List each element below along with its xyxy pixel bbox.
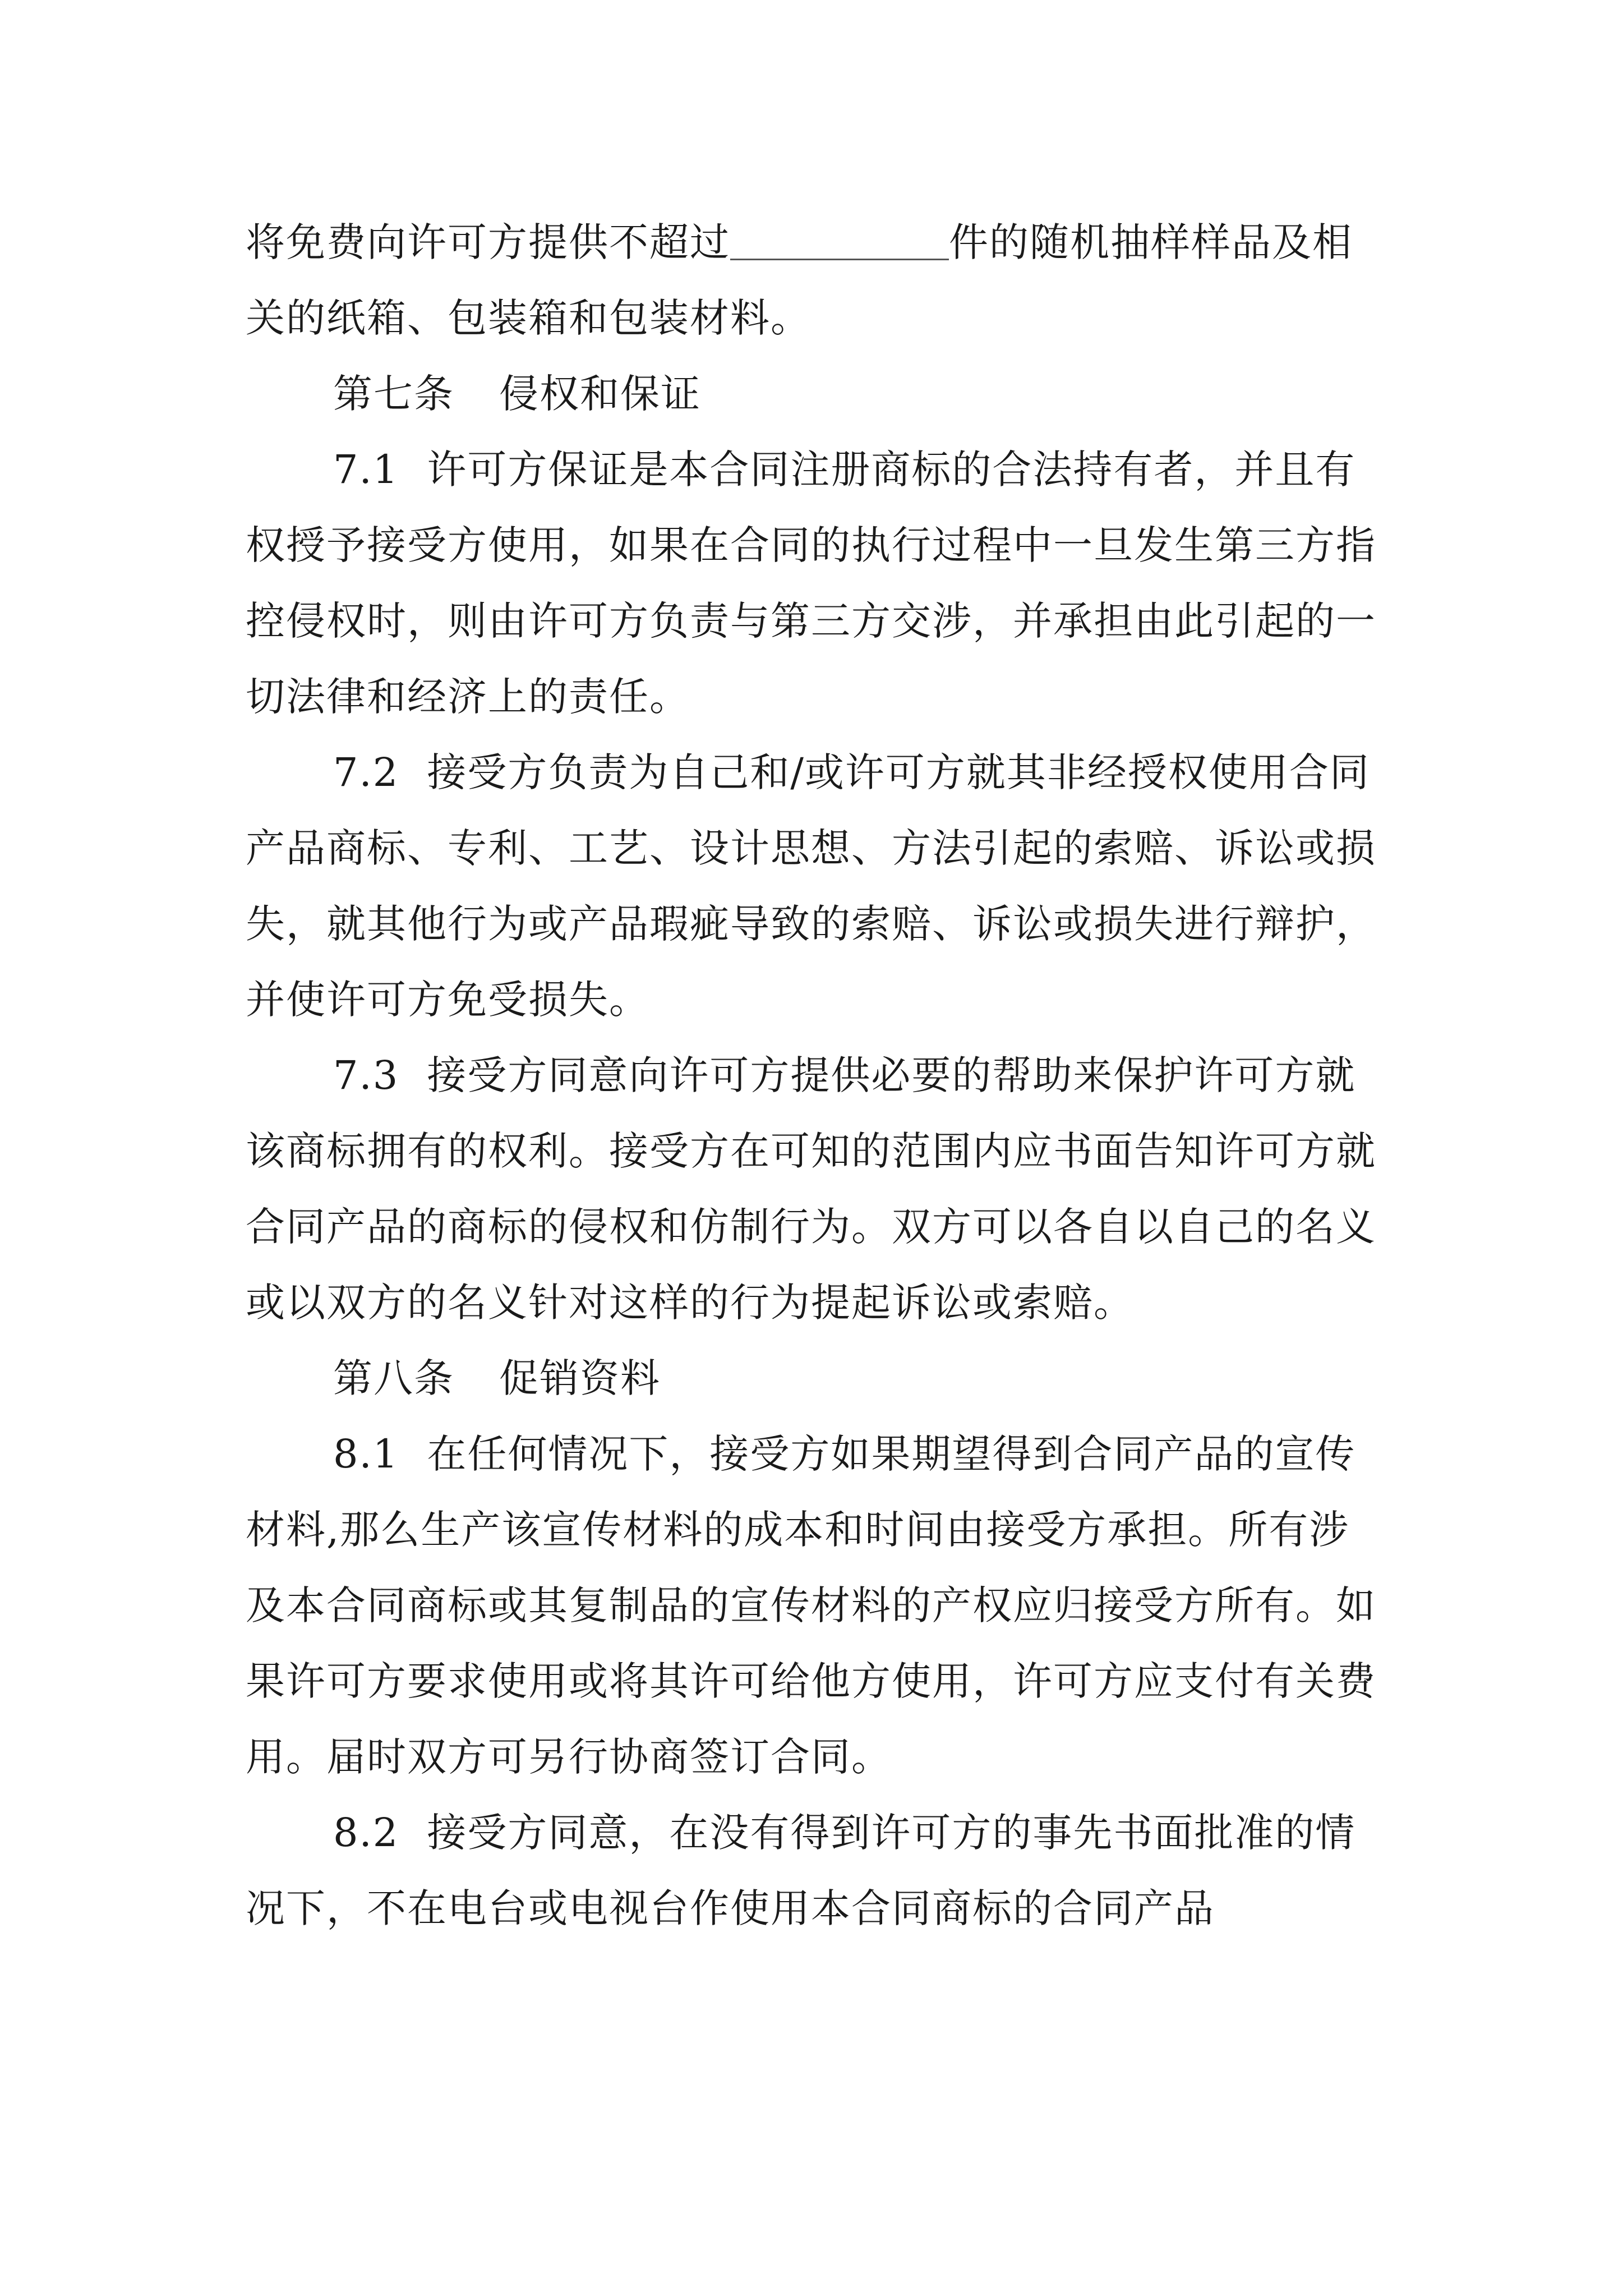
- article-number: 第八条: [333, 1355, 454, 1401]
- clause-number: 8.2: [333, 1810, 399, 1856]
- article-number: 第七条: [333, 371, 454, 417]
- clause-number: 8.1: [333, 1431, 399, 1477]
- article-title: 促销资料: [499, 1355, 661, 1401]
- clause-7-2: [246, 735, 1384, 1038]
- clause-7-3: [246, 1038, 1384, 1341]
- clause-7-1: [246, 432, 1384, 735]
- fill-in-blank: [730, 219, 949, 260]
- clause-number: 7.3: [333, 1052, 399, 1098]
- clause-text: 在任何情况下，接受方如果期望得到合同产品的宣传材料,那么生产该宣传材料的成本和时间由接受方承担。所有涉及本合同商标或其复制品的宣传材料的产权应归接受方所有。如果许可方要求使用或将其许可给他方使用，许可方应支付有关费用。届时双方可另行协商签订合同。: [246, 1431, 1376, 1780]
- clause-text: 许可方保证是本合同注册商标的合法持有者，并且有权授予接受方使用，如果在合同的执行过程中一旦发生第三方指控侵权时，则由许可方负责与第三方交涉，并承担由此引起的一切法律和经济上的责任。: [246, 447, 1376, 720]
- clause-text: 接受方负责为自己和/或许可方就其非经授权使用合同产品商标、专利、工艺、设计思想、方法引起的索赔、诉讼或损失，就其他行为或产品瑕疵导致的索赔、诉讼或损失进行辩护，并使许可方免受损失。: [246, 749, 1376, 1023]
- clause-text: 接受方同意向许可方提供必要的帮助来保护许可方就该商标拥有的权利。接受方在可知的范围内应书面告知许可方就合同产品的商标的侵权和仿制行为。双方可以各自以自己的名义或以双方的名义针对这样的行为提起诉讼或索赔。: [246, 1052, 1376, 1326]
- continuation-text-before: 将免费向许可方提供不超过: [246, 219, 730, 265]
- continuation-paragraph: [246, 205, 1384, 356]
- document-body: [246, 205, 1384, 1947]
- clause-number: 7.2: [333, 749, 399, 795]
- clause-8-1: [246, 1416, 1384, 1795]
- article-heading-7: [246, 356, 1384, 432]
- article-title: 侵权和保证: [499, 371, 701, 417]
- continuation-text-after: 件的随机抽样样品及相关的纸箱、包装箱和包装材料。: [246, 219, 1353, 341]
- clause-number: 7.1: [333, 447, 399, 493]
- clause-8-2: [246, 1795, 1384, 1947]
- article-heading-8: [246, 1341, 1384, 1416]
- clause-text: 接受方同意，在没有得到许可方的事先书面批准的情况下，不在电台或电视台作使用本合同商标的合同产品: [246, 1810, 1356, 1931]
